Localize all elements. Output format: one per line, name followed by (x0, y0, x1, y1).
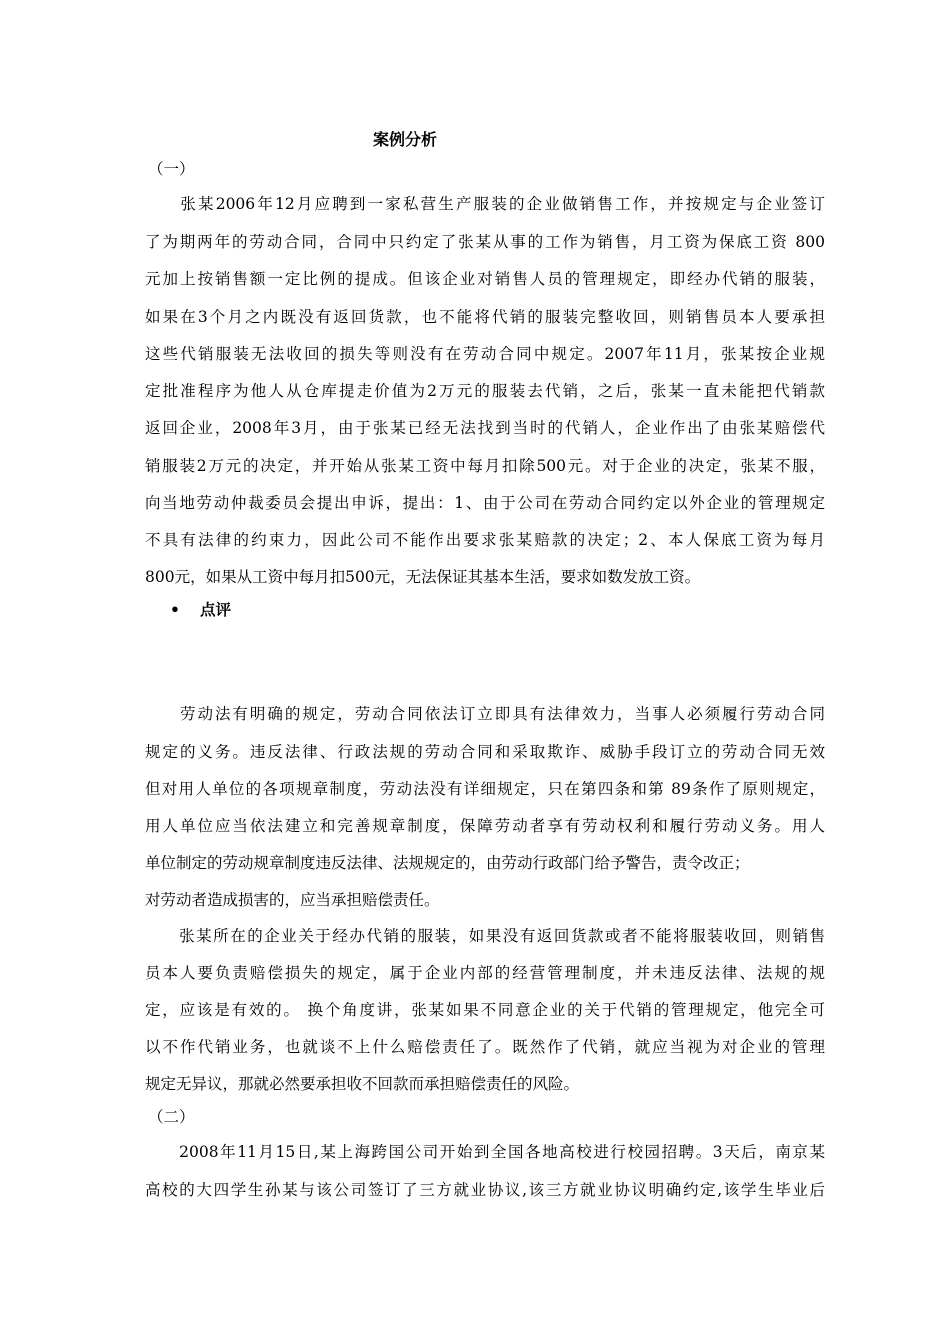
comment-line: 定，应该是有效的。 换个角度讲，张某如果不同意企业的关于代销的管理规定，他完全可 (145, 1001, 825, 1019)
comment-line: 劳动法有明确的规定，劳动合同依法订立即具有法律效力，当事人必须履行劳动合同 (145, 705, 825, 723)
bullet-icon: • (170, 600, 180, 619)
case-line: 800元，如果从工资中每月扣500元，无法保证其基本生活，要求如数发放工资。 (145, 568, 701, 586)
comment-line: 规定无异议，那就必然要承担收不回款而承担赔偿责任的风险。 (145, 1075, 580, 1093)
comment-bullet (170, 600, 231, 620)
comment-line: 单位制定的劳动规章制度违反法律、法规规定的，由劳动行政部门给予警告，责令改正； (145, 854, 750, 872)
document-title: 案例分析 (373, 130, 438, 149)
comment-label: 点评 (200, 600, 232, 619)
section-1-heading: （一） (148, 160, 195, 178)
case-line: 向当地劳动仲裁委员会提出申诉，提出：1、由于公司在劳动合同约定以外企业的管理规定 (145, 494, 825, 512)
case-line: 张某2006年12月应聘到一家私营生产服装的企业做销售工作，并按规定与企业签订 (145, 195, 825, 213)
case-line: 这些代销服装无法收回的损失等则没有在劳动合同中规定。2007年11月，张某按企业规 (145, 345, 825, 363)
comment-line: 但对用人单位的各项规章制度，劳动法没有详细规定，只在第四条和第 89条作了原则规定， (145, 780, 825, 798)
case-line: 定批准程序为他人从仓库提走价值为2万元的服装去代销，之后，张某一直未能把代销款 (145, 382, 825, 400)
comment-line: 以不作代销业务，也就谈不上什么赔偿责任了。既然作了代销，就应当视为对企业的管理 (145, 1038, 825, 1056)
case-line: 如果在3个月之内既没有返回货款，也不能将代销的服装完整收回，则销售员本人要承担 (145, 308, 825, 326)
case-line: 元加上按销售额一定比例的提成。但该企业对销售人员的管理规定，即经办代销的服装， (145, 270, 825, 288)
comment-line: 用人单位应当依法建立和完善规章制度，保障劳动者享有劳动权利和履行劳动义务。用人 (145, 817, 825, 835)
case-line: 了为期两年的劳动合同，合同中只约定了张某从事的工作为销售，月工资为保底工资 800 (145, 233, 825, 251)
case-line: 销服装2万元的决定，并开始从张某工资中每月扣除500元。对于企业的决定，张某不服， (145, 457, 825, 475)
section-2-heading: （二） (148, 1108, 195, 1126)
case-line: 返回企业，2008年3月，由于张某已经无法找到当时的代销人，企业作出了由张某赔偿代 (145, 419, 825, 437)
comment-line: 员本人要负责赔偿损失的规定，属于企业内部的经营管理制度，并未违反法律、法规的规 (145, 964, 825, 982)
case-line: 不具有法律的约束力，因此公司不能作出要求张某赔款的决定；2、本人保底工资为每月 (145, 531, 825, 549)
section-2-line: 2008年11月15日,某上海跨国公司开始到全国各地高校进行校园招聘。3天后，南京某 (145, 1143, 825, 1161)
comment-line: 张某所在的企业关于经办代销的服装，如果没有返回货款或者不能将服装收回，则销售 (145, 927, 825, 945)
comment-line: 规定的义务。违反法律、行政法规的劳动合同和采取欺诈、威胁手段订立的劳动合同无效 (145, 743, 825, 761)
section-2-line: 高校的大四学生孙某与该公司签订了三方就业协议,该三方就业协议明确约定,该学生毕业后 (145, 1181, 825, 1199)
comment-line: 对劳动者造成损害的，应当承担赔偿责任。 (145, 891, 440, 909)
